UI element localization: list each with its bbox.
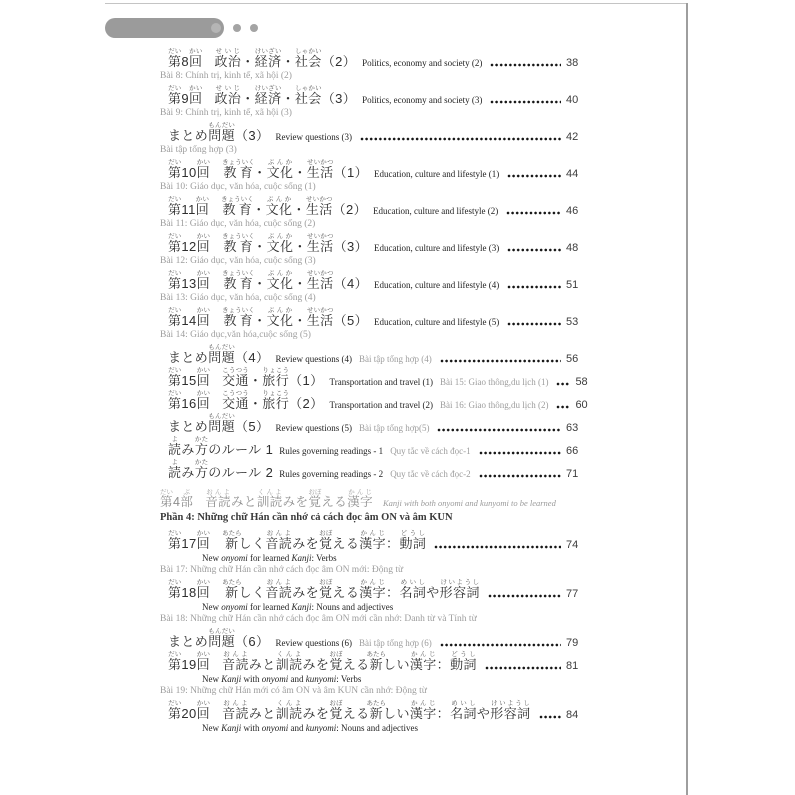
page-right-edge-line [686, 3, 688, 795]
en-text-segment: kunyomi [305, 723, 337, 733]
ruby-furigana: 回かい [189, 85, 203, 106]
en-text-segment: Kanji [221, 723, 242, 733]
toc-entry-row [160, 85, 592, 107]
ruby-furigana: 覚おぼ [319, 530, 333, 551]
entry-title-jp: 第だい13回かい教育きょういく・文化ぶんか・生活せいかつ（4） [168, 270, 369, 291]
ruby-furigana: 回かい [189, 48, 203, 69]
vn-translation-line: Bài tập tổng hợp (3) [160, 145, 237, 155]
entry-title-jp: 第だい10回かい教育きょういく・文化ぶんか・生活せいかつ（1） [168, 159, 369, 180]
ruby-furigana: 第だい [168, 390, 182, 411]
ruby-furigana: 音読おんよ [222, 700, 249, 721]
vn-translation-line: Bài 8: Chính trị, kinh tế, xã hội (2) [160, 71, 292, 81]
en-text-segment: with [241, 723, 262, 733]
vn-translation-line: Bài 10: Giáo dục, văn hóa, cuộc sống (1) [160, 182, 316, 192]
en-text-segment: onyomi [261, 723, 289, 733]
entry-title-jp: 第だい17回かい新あたらしく音読おんよみを覚おぼえる漢字かんじ：動詞どうし [168, 530, 427, 551]
ruby-furigana: 生活せいかつ [306, 270, 334, 291]
entry-label-en: Education, culture and lifestyle (2) [373, 206, 499, 216]
ruby-furigana: 回かい [196, 651, 211, 672]
page-number: 79 [566, 637, 579, 649]
ruby-furigana: 漢字かんじ [347, 489, 373, 509]
vn-translation-line: Bài 12: Giáo dục, văn hóa, cuộc sống (3) [160, 256, 316, 266]
ruby-furigana: 交通こうつう [222, 367, 249, 388]
entry-label-en: Politics, economy and society (2) [362, 58, 483, 68]
entry-sublabel-en [202, 553, 592, 563]
ruby-furigana: 生活せいかつ [306, 307, 334, 328]
ruby-furigana: 第だい [168, 367, 182, 388]
ruby-furigana: 第だい [168, 307, 182, 328]
entry-title-jp: 第だい19回かい音読おんよみと訓読くんよみを覚おぼえる新あたらしい漢字かんじ：動詞どうし [168, 651, 477, 672]
ruby-furigana: 訓読くんよ [256, 489, 283, 509]
page-number: 66 [566, 445, 579, 457]
vn-translation-line: Bài 9: Chính trị, kinh tế, xã hội (3) [160, 108, 292, 118]
toc-entry-row [160, 530, 592, 552]
dot-leader [507, 248, 561, 252]
en-text-segment: onyomi [221, 602, 248, 612]
ruby-furigana: 第だい [168, 196, 182, 217]
en-text-segment: for learned [247, 553, 292, 563]
ruby-furigana: 文化ぶんか [266, 159, 294, 180]
entry-title-jp: まとめ問題もんだい（4） [168, 344, 270, 365]
ruby-furigana: 回かい [196, 159, 211, 180]
ruby-furigana: 音読おんよ [222, 651, 249, 672]
ruby-furigana: 文化ぶんか [266, 270, 294, 291]
vn-translation-line: Bài 17: Những chữ Hán cần nhớ cách đọc âm ON mới: Động từ [160, 565, 404, 575]
vn-translation-line: Bài 19: Những chữ Hán mới có âm ON và âm KUN cần nhớ: Động từ [160, 686, 427, 696]
ruby-furigana: 回かい [196, 390, 211, 411]
entry-label-en: Rules governing readings - 1 [279, 446, 384, 456]
entry-sublabel-en [202, 602, 592, 612]
ruby-furigana: 第だい [168, 48, 182, 69]
en-text-segment: for learned [247, 602, 292, 612]
ruby-furigana: 漢字かんじ [409, 700, 437, 721]
entry-title-jp: 第だい11回かい教育きょういく・文化ぶんか・生活せいかつ（2） [168, 196, 368, 217]
dot-leader [556, 382, 570, 386]
ruby-furigana: 回かい [196, 307, 211, 328]
ruby-furigana: 音読おんよ [265, 530, 293, 551]
en-text-segment: : Nouns and adjectives [336, 723, 419, 733]
en-text-segment: Kanji [221, 674, 242, 684]
ruby-furigana: 第だい [168, 270, 182, 291]
entry-title-jp: 第だい16回かい交通こうつう・旅行りょこう（2） [168, 390, 324, 411]
entry-title-jp: 読よみ方かたのルール 2 [168, 459, 274, 480]
ruby-furigana: 方かた [194, 459, 209, 480]
dot-leader [488, 594, 561, 598]
page-number: 44 [566, 168, 579, 180]
ruby-furigana: 旅行りょこう [262, 367, 290, 388]
ruby-furigana: 音読おんよ [265, 579, 293, 600]
entry-label-en: Education, culture and lifestyle (5) [374, 317, 500, 327]
page-number: 46 [566, 205, 579, 217]
ruby-furigana: 覚おぼ [319, 579, 333, 600]
ruby-furigana: 回かい [195, 196, 210, 217]
en-text-segment: : Verbs [336, 674, 362, 684]
toc-entry-row [160, 122, 592, 144]
ruby-furigana: 旅行りょこう [262, 390, 290, 411]
entry-title-jp: まとめ問題もんだい（3） [168, 122, 270, 143]
en-text-segment: New [202, 723, 222, 733]
ruby-furigana: 社会しゃかい [294, 48, 322, 69]
ruby-furigana: 教育きょういく [222, 270, 255, 291]
page-number: 74 [566, 539, 579, 551]
page-number: 53 [566, 316, 579, 328]
ruby-furigana: 形容詞けいようし [490, 700, 531, 721]
dot-leader [485, 666, 561, 670]
entry-label-vn: Quy tắc về cách đọc-1 [390, 446, 471, 456]
entry-label-en: Education, culture and lifestyle (4) [374, 280, 500, 290]
dot-leader [434, 545, 561, 549]
en-text-segment: : Nouns and adjectives [311, 602, 394, 612]
entry-label-en: Rules governing readings - 2 [279, 469, 384, 479]
toc-entry-row [160, 233, 592, 255]
entry-label-en: Review questions (5) [275, 423, 352, 433]
entry-label-vn: Bài 15: Giao thông,du lịch (1) [439, 377, 549, 387]
toc-entry-row [160, 159, 592, 181]
section-title-jp: 第だい4部ぶ音読おんよみと訓読くんよみを覚おぼえる漢字かんじ [160, 489, 373, 509]
en-text-segment: : Verbs [311, 553, 337, 563]
page-top-edge-line [105, 3, 686, 4]
toc-entry-row [160, 436, 592, 458]
en-text-segment: New [202, 553, 222, 563]
entry-sublabel-en [202, 674, 592, 684]
ruby-furigana: 覚おぼ [308, 489, 322, 509]
en-text-segment: and [288, 723, 306, 733]
dot-leader [507, 174, 561, 178]
ruby-furigana: 回かい [196, 530, 211, 551]
toc-entry-row [160, 413, 592, 435]
page-number: 77 [566, 588, 579, 600]
ruby-furigana: 第だい [168, 530, 182, 551]
dot-leader [507, 285, 561, 289]
entry-title-jp: 第だい18回かい新あたらしく音読おんよみを覚おぼえる漢字かんじ：名詞めいしや形容詞けいようし [168, 579, 480, 600]
entry-label-vn: Bài tập tổng hợp (4) [358, 354, 432, 364]
ruby-furigana: 漢字かんじ [409, 651, 437, 672]
toc-entry-row [160, 459, 592, 481]
entry-title-jp: 第だい8回かい政治せいじ・経済けいざい・社会しゃかい（2） [168, 48, 357, 69]
ruby-furigana: 教育きょういく [221, 196, 254, 217]
toc-entry-row [160, 48, 592, 70]
header-dot-icon [250, 24, 258, 32]
ruby-furigana: 問題もんだい [208, 122, 236, 143]
page-number: 42 [566, 131, 579, 143]
ruby-furigana: 名詞めいし [399, 579, 427, 600]
ruby-furigana: 訓読くんよ [275, 651, 303, 672]
toc-entry-row [160, 651, 592, 673]
entry-label-en: Transportation and travel (2) [329, 400, 433, 410]
page-number: 84 [566, 709, 579, 721]
en-text-segment: Kanji [291, 553, 312, 563]
entry-label-vn: Bài tập tổng hợp(5) [358, 423, 430, 433]
page-number: 56 [566, 353, 579, 365]
section-header-row [160, 489, 592, 510]
ruby-furigana: 新あたら [222, 579, 242, 600]
dot-leader [440, 643, 561, 647]
entry-title-jp: 第だい9回かい政治せいじ・経済けいざい・社会しゃかい（3） [168, 85, 357, 106]
ruby-furigana: 政治せいじ [214, 85, 242, 106]
toc-entry-row [160, 390, 592, 412]
dot-leader [479, 451, 561, 455]
ruby-furigana: 経済けいざい [254, 85, 282, 106]
ruby-furigana: 覚おぼ [329, 651, 343, 672]
entry-title-jp: 読よみ方かたのルール 1 [168, 436, 274, 457]
en-text-segment: onyomi [221, 553, 248, 563]
entry-sublabel-en [202, 723, 592, 733]
dot-leader [490, 63, 561, 67]
dot-leader [490, 100, 561, 104]
dot-leader [539, 715, 562, 719]
page-number: 48 [566, 242, 579, 254]
ruby-furigana: 名詞めいし [450, 700, 477, 721]
ruby-furigana: 第だい [168, 233, 182, 254]
toc-entry-row [160, 628, 592, 650]
ruby-furigana: 形容詞けいようし [439, 579, 480, 600]
dot-leader [556, 405, 570, 409]
ruby-furigana: 新あたら [366, 700, 387, 721]
ruby-furigana: 回かい [196, 233, 211, 254]
page-number: 81 [566, 660, 579, 672]
toc-entry-row [160, 367, 592, 389]
page-number: 63 [566, 422, 579, 434]
ruby-furigana: 経済けいざい [254, 48, 282, 69]
ruby-furigana: 政治せいじ [214, 48, 242, 69]
entry-label-en: Review questions (3) [275, 132, 352, 142]
page-number: 58 [575, 376, 588, 388]
ruby-furigana: 第だい [168, 579, 182, 600]
ruby-furigana: 第だい [168, 85, 182, 106]
ruby-furigana: 覚おぼ [329, 700, 343, 721]
redacted-title-pill [105, 18, 224, 38]
ruby-furigana: 問題もんだい [208, 628, 236, 649]
entry-title-jp: 第だい20回かい音読おんよみと訓読くんよみを覚おぼえる新あたらしい漢字かんじ：名詞めいしや形容詞けいようし [168, 700, 531, 721]
page-number: 51 [566, 279, 579, 291]
ruby-furigana: 回かい [196, 270, 211, 291]
dot-leader [440, 359, 561, 363]
entry-label-vn: Bài 16: Giao thông,du lịch (2) [439, 400, 549, 410]
page-number: 71 [566, 468, 579, 480]
entry-title-jp: 第だい12回かい教育きょういく・文化ぶんか・生活せいかつ（3） [168, 233, 369, 254]
ruby-furigana: 新あたら [222, 530, 242, 551]
ruby-furigana: 部ぶ [180, 489, 194, 509]
ruby-furigana: 漢字かんじ [359, 530, 387, 551]
toc-entry-row [160, 700, 592, 722]
dot-leader [507, 322, 561, 326]
toc-list [160, 48, 592, 735]
vn-translation-line: Bài 18: Những chữ Hán cần nhớ cách đọc âm ON mới cần nhớ: Danh từ và Tính từ [160, 614, 477, 624]
ruby-furigana: 社会しゃかい [294, 85, 322, 106]
en-text-segment: kunyomi [305, 674, 337, 684]
toc-entry-row [160, 579, 592, 601]
entry-title-jp: 第だい14回かい教育きょういく・文化ぶんか・生活せいかつ（5） [168, 307, 369, 328]
ruby-furigana: 読よ [168, 436, 182, 457]
ruby-furigana: 回かい [196, 579, 211, 600]
ruby-furigana: 動詞どうし [399, 530, 427, 551]
ruby-furigana: 文化ぶんか [265, 196, 293, 217]
ruby-furigana: 生活せいかつ [306, 159, 334, 180]
section-title-vn: Phần 4: Những chữ Hán cần nhớ cả cách đọc âm ON và âm KUN [160, 512, 453, 523]
page-number: 38 [566, 57, 579, 69]
en-text-segment: New [202, 674, 222, 684]
page-number: 40 [566, 94, 579, 106]
pill-highlight-dot [211, 23, 221, 33]
ruby-furigana: 教育きょういく [222, 307, 255, 328]
header-dot-icon [233, 24, 241, 32]
entry-title-jp: まとめ問題もんだい（6） [168, 628, 270, 649]
entry-label-en: Education, culture and lifestyle (1) [374, 169, 500, 179]
entry-title-jp: 第だい15回かい交通こうつう・旅行りょこう（1） [168, 367, 324, 388]
ruby-furigana: 回かい [196, 367, 211, 388]
toc-entry-row [160, 344, 592, 366]
entry-label-en: Politics, economy and society (3) [362, 95, 483, 105]
entry-label-vn: Bài tập tổng hợp (6) [358, 638, 432, 648]
entry-label-en: Review questions (6) [275, 638, 352, 648]
ruby-furigana: 問題もんだい [208, 413, 236, 434]
ruby-furigana: 文化ぶんか [266, 307, 294, 328]
ruby-furigana: 生活せいかつ [306, 233, 334, 254]
ruby-furigana: 第だい [168, 700, 182, 721]
ruby-furigana: 生活せいかつ [305, 196, 333, 217]
dot-leader [437, 428, 561, 432]
ruby-furigana: 教育きょういく [222, 159, 255, 180]
ruby-furigana: 問題もんだい [208, 344, 236, 365]
entry-label-en: Review questions (4) [275, 354, 352, 364]
ruby-furigana: 音読おんよ [205, 489, 232, 509]
toc-entry-row [160, 196, 592, 218]
dot-leader [506, 211, 561, 215]
ruby-furigana: 第だい [168, 651, 182, 672]
ruby-furigana: 教育きょういく [222, 233, 255, 254]
toc-entry-row [160, 307, 592, 329]
vn-translation-line: Bài 11: Giáo dục, văn hóa, cuộc sống (2) [160, 219, 316, 229]
en-text-segment: onyomi [261, 674, 289, 684]
ruby-furigana: 回かい [196, 700, 211, 721]
en-text-segment: and [288, 674, 306, 684]
page-header [105, 17, 305, 39]
vn-translation-line: Bài 13: Giáo dục, văn hóa, cuộc sống (4) [160, 293, 316, 303]
toc-entry-row [160, 270, 592, 292]
ruby-furigana: 方かた [194, 436, 209, 457]
entry-label-en: Education, culture and lifestyle (3) [374, 243, 500, 253]
page-number: 60 [575, 399, 588, 411]
entry-title-jp: まとめ問題もんだい（5） [168, 413, 270, 434]
vn-translation-line: Bài 14: Giáo dục,văn hóa,cuộc sống (5) [160, 330, 311, 340]
en-text-segment: New [202, 602, 222, 612]
ruby-furigana: 動詞どうし [450, 651, 477, 672]
section-label-en: Kanji with both onyomi and kunyomi to be learned [383, 498, 556, 508]
dot-leader [479, 474, 561, 478]
en-text-segment: with [241, 674, 262, 684]
dot-leader [360, 137, 561, 141]
en-text-segment: Kanji [291, 602, 312, 612]
ruby-furigana: 新あたら [366, 651, 387, 672]
ruby-furigana: 文化ぶんか [266, 233, 294, 254]
ruby-furigana: 訓読くんよ [275, 700, 303, 721]
entry-label-vn: Quy tắc về cách đọc-2 [390, 469, 471, 479]
ruby-furigana: 漢字かんじ [359, 579, 387, 600]
ruby-furigana: 交通こうつう [222, 390, 249, 411]
ruby-furigana: 第だい [160, 489, 173, 509]
ruby-furigana: 読よ [168, 459, 182, 480]
ruby-furigana: 第だい [168, 159, 182, 180]
entry-label-en: Transportation and travel (1) [329, 377, 433, 387]
